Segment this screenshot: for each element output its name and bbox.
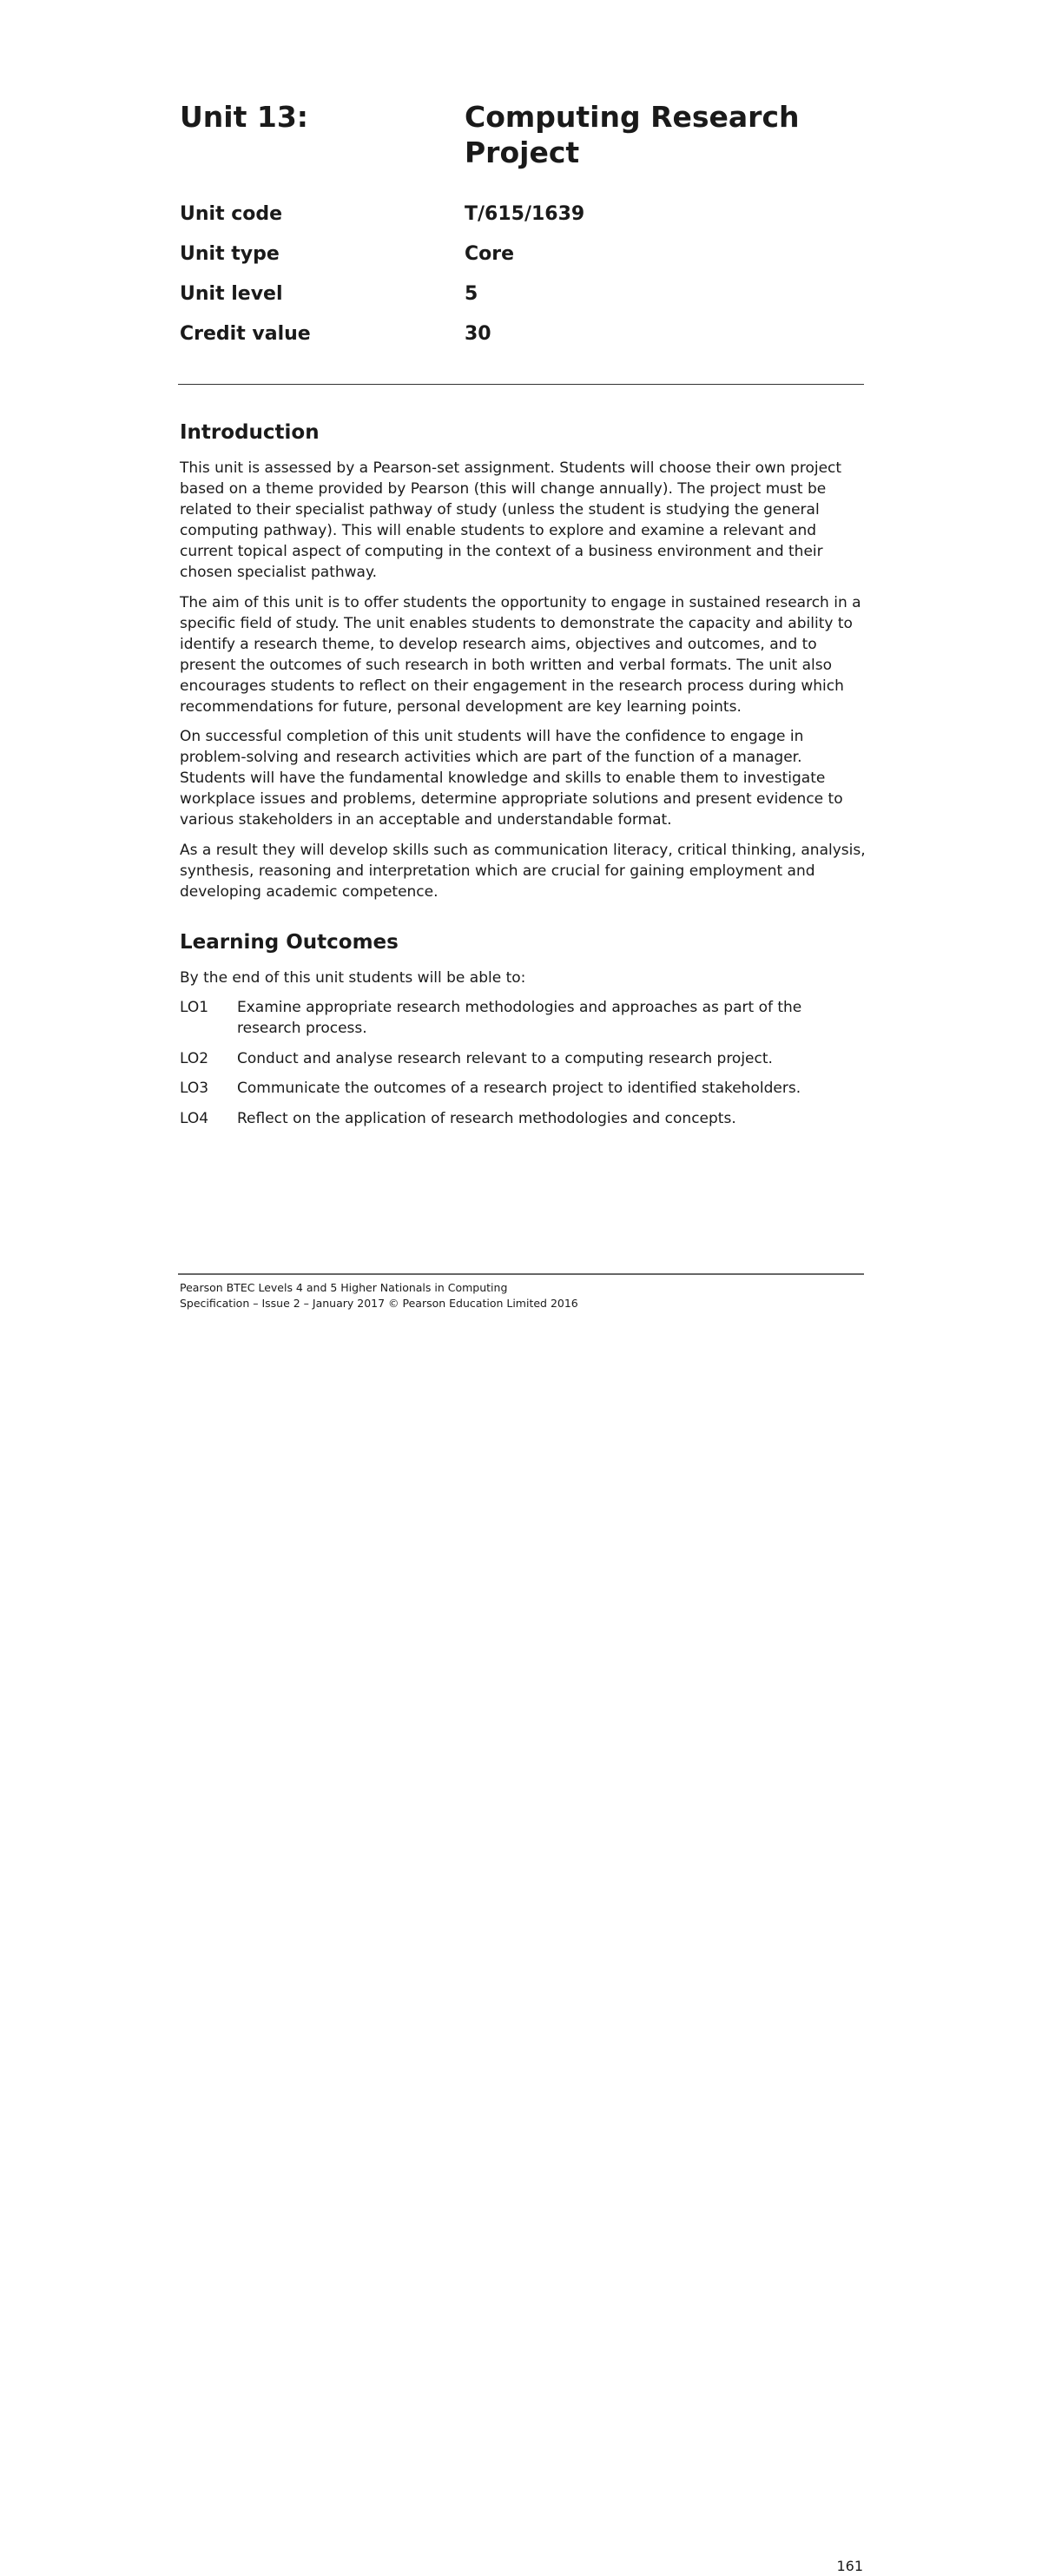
introduction-paragraph: On successful completion of this unit students will have the confidence to engage in problem-solving and research activities which are part of the function of a manager. Students will have the fundamental knowledge and skills to enable them to investigate workplace issues and problems, determine appropriate solutions and present evidence to various stakeholders in an acceptable and understandable format.: [180, 728, 843, 829]
learning-outcome-item: [180, 997, 866, 1039]
unit-level-row: [180, 280, 866, 320]
unit-type-value: Core: [465, 243, 515, 265]
learning-outcomes-intro: By the end of this unit students will be able to:: [180, 968, 526, 987]
section-divider: [178, 384, 864, 385]
learning-outcome-text: Examine appropriate research methodologies and approaches as part of the research process.: [237, 999, 802, 1037]
page-number: 161: [836, 2558, 863, 2574]
introduction-paragraph: The aim of this unit is to offer students the opportunity to engage in sustained research in a specific field of study. The unit enables students to demonstrate the capacity and ability to identify a research theme, to develop research aims, objectives and outcomes, and to present the outcomes of such research in both written and verbal formats. The unit also encourages students to reflect on their engagement in the research process during which recommendations for future, personal development are key learning points.: [180, 593, 861, 716]
unit-level-label: Unit level: [180, 283, 283, 305]
unit-title: Computing Research Project: [465, 100, 800, 169]
learning-outcome-item: [180, 1108, 866, 1129]
learning-outcome-code: LO4: [180, 1109, 209, 1127]
introduction-paragraph: As a result they will develop skills such as communication literacy, critical thinking, analysis, synthesis, reasoning and interpretation which are crucial for gaining employment and developing academic competence.: [180, 841, 866, 901]
credit-value-label: Credit value: [180, 323, 311, 345]
unit-code-value: T/615/1639: [465, 203, 585, 225]
learning-outcome-text: Communicate the outcomes of a research project to identified stakeholders.: [237, 1080, 801, 1097]
learning-outcome-code: LO3: [180, 1080, 209, 1097]
learning-outcome-item: [180, 1078, 866, 1099]
unit-level-value: 5: [465, 283, 478, 305]
unit-number: Unit 13:: [180, 100, 308, 134]
introduction-paragraph: This unit is assessed by a Pearson-set assignment. Students will choose their own project based on a theme provided by Pearson (this will change annually). The project must be related to their specialist pathway of study (unless the student is studying the general computing pathway). This will enable students to explore and examine a relevant and current topical aspect of computing in the context of a business environment and their chosen specialist pathway.: [180, 459, 842, 581]
page-footer: [180, 1280, 866, 2574]
learning-outcome-code: LO2: [180, 1049, 209, 1067]
credit-value-value: 30: [465, 323, 491, 345]
learning-outcomes-list: [180, 997, 866, 1129]
learning-outcome-text: Reflect on the application of research methodologies and concepts.: [237, 1109, 736, 1127]
learning-outcome-item: [180, 1048, 866, 1069]
unit-code-label: Unit code: [180, 203, 283, 225]
unit-details-table: [180, 200, 866, 360]
learning-outcomes-heading: Learning Outcomes: [180, 930, 399, 954]
unit-code-row: [180, 200, 866, 240]
learning-outcome-code: LO1: [180, 999, 209, 1016]
footer-divider: [178, 1273, 864, 1275]
footer-publication-title: Pearson BTEC Levels 4 and 5 Higher Nationals in Computing: [180, 1281, 508, 1294]
main-content: [180, 419, 866, 1138]
learning-outcome-text: Conduct and analyse research relevant to a computing research project.: [237, 1049, 773, 1067]
unit-type-row: [180, 240, 866, 280]
credit-value-row: [180, 320, 866, 360]
footer-specification-line: Specification – Issue 2 – January 2017 © Pearson Education Limited 2016: [180, 1297, 578, 1310]
introduction-heading: Introduction: [180, 421, 320, 444]
unit-type-label: Unit type: [180, 243, 280, 265]
